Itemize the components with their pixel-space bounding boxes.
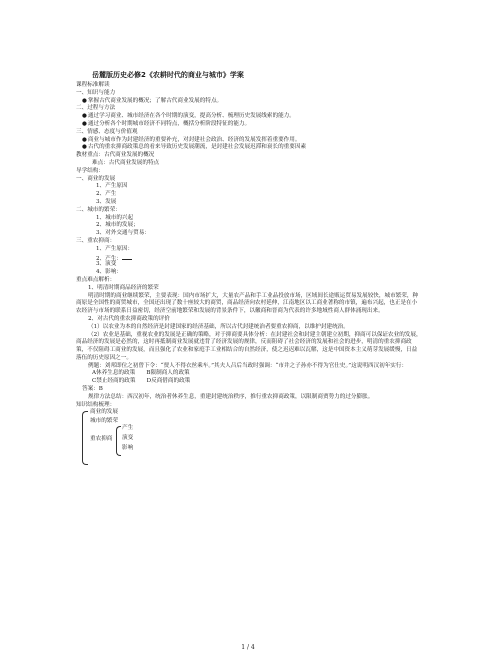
subsection-heading: 1、明清时期商品经济的繁荣 <box>88 284 159 291</box>
subsection-heading: 2、对古代的重农抑商政策的评价 <box>88 315 170 322</box>
fill-in-blank <box>122 254 132 260</box>
outline-item: 3、对外交通与贸易： <box>96 230 150 237</box>
outline-item: 1、产生原因 <box>96 183 128 190</box>
outline-item <box>76 254 422 262</box>
structure-node: 产生 <box>122 425 134 432</box>
outline-item: 2、城市的发展； <box>96 222 139 229</box>
document-body <box>76 82 422 470</box>
outline-item-label: 2、产生： <box>96 255 122 262</box>
outline-item: 1、产生原因： <box>96 245 134 252</box>
paragraph: （1）以农业为本的自然经济是封建国家的经济基础，所以古代封建统治者要重农抑商，以维护封建统治。 <box>88 323 349 330</box>
bullet-item: ● 通过学习商业、城市经济在各个时期的演变，提高分析、梳理历史发展线索的能力。 <box>76 113 422 121</box>
section-heading: 知识结构梳理： <box>76 401 116 408</box>
paragraph: （2）农业是基础，重视农业的发展是正确的策略，对于抑商要具体分析：在封建社会和封建主朝建立初期，抑商可以保证农业的发展，商品经济的发展是必然的，这时再抵制商业发展就违背了经济发展的规律，反而阻碍了社会经济的发展和社会的进步，明清的重农抑商政策，不仅阻碍工商业的发展，而且强化了农业和家庭手工业相结合的自然经济，使之迟迟难以瓦解，这是中国资本主义萌芽发展缓慢，日益落伍的历史原因之一。 <box>76 331 422 361</box>
structure-node: 商业的发展 <box>90 409 118 416</box>
answer-line: 答案：B <box>82 386 103 393</box>
answer-option-row: A休养生息的政策 B限制商人的政策 <box>92 370 190 377</box>
outline-heading: 一、商业的发展 <box>76 175 116 182</box>
text-line: 难点：古代商业发展的特点 <box>92 159 160 166</box>
outline-heading: 三、重农抑商： <box>76 237 116 244</box>
outline-item: 3、发展 <box>96 198 117 205</box>
structure-node: 演变 <box>122 435 134 442</box>
outline-item: 2、产生 <box>96 191 117 198</box>
section-heading: 二、过程与方法 <box>76 105 116 112</box>
page-title: 岳麓版历史必修2《农耕时代的商业与城市》学案 <box>92 71 244 79</box>
outline-item: 1、城市的兴起 <box>96 214 134 221</box>
outline-heading: 二、城市的繁荣： <box>76 206 121 213</box>
text-line: 教材重点：古代商业发展的概况 <box>76 152 155 159</box>
paragraph: 明清时期的商业继续繁荣，主要表现：国内市场扩大，大量农产品和手工业品投放市场，区域间长途贩运贸易发展较快，城市繁荣，种商原是全国性的商贸城市，全国还出现了数十座较大的商贸，商品经济向农村延伸，江南地区以工商业著称的市镇，遍布兴起，也正是在小农经济与市场的联系日益密切，经济空前地繁荣和发展的背景条件下，以徽商和晋商为代表的许多地域性商人群体涌现出来。 <box>76 292 419 315</box>
bullet-item: ● 掌握古代商业发展的概况；了解古代商业发展的特点。 <box>76 98 422 106</box>
section-heading: 课程标准解读 <box>76 82 110 88</box>
method-summary: 规律方法总结：西汉初年，统治者休养生息，重建封建统治秩序，推行重农抑商政策，以限制商贾势力的过分膨胀。 <box>88 393 374 400</box>
example-question: 例题：刘邦即位之初曾下令：“贾人不得衣丝乘车。”其夫人吕后当政时强调：“市井之子孙亦不得为官仕史。”这说明西汉初年实行： <box>88 362 408 369</box>
section-heading: 重点难点解析： <box>76 276 116 283</box>
structure-node: 影响 <box>122 445 134 452</box>
bullet-item: ● 通过分析各个时期城市经济不同特点，概括分析阶段特征的能力。 <box>76 121 422 129</box>
knowledge-structure-diagram <box>76 410 422 470</box>
page-number: 1 / 4 <box>241 644 255 651</box>
outline-item: 3、演变 <box>96 261 117 268</box>
bullet-item: ● 古代的重农抑商政策总的看来导致历史发展潮流，是封建社会发展迟滞和衰长的重要因素 <box>76 144 422 152</box>
answer-option-row: C禁止经商的政策 D反商借商的政策 <box>92 378 191 385</box>
structure-node: 城市的繁荣 <box>90 418 118 425</box>
outer-brace <box>82 411 88 465</box>
section-heading: 三、情感、态度与价值观 <box>76 128 138 135</box>
text-line: 导学结构： <box>76 167 104 174</box>
outline-item: 4、影响： <box>96 269 122 276</box>
inner-brace <box>116 426 121 456</box>
section-heading: 一、知识与能力 <box>76 89 116 96</box>
structure-node: 重农抑商 <box>90 436 113 443</box>
bullet-item: ● 商业与城市作为封建经济的重要补充，对封建社会政治、经济的发展发挥着重要作用。 <box>76 137 422 145</box>
